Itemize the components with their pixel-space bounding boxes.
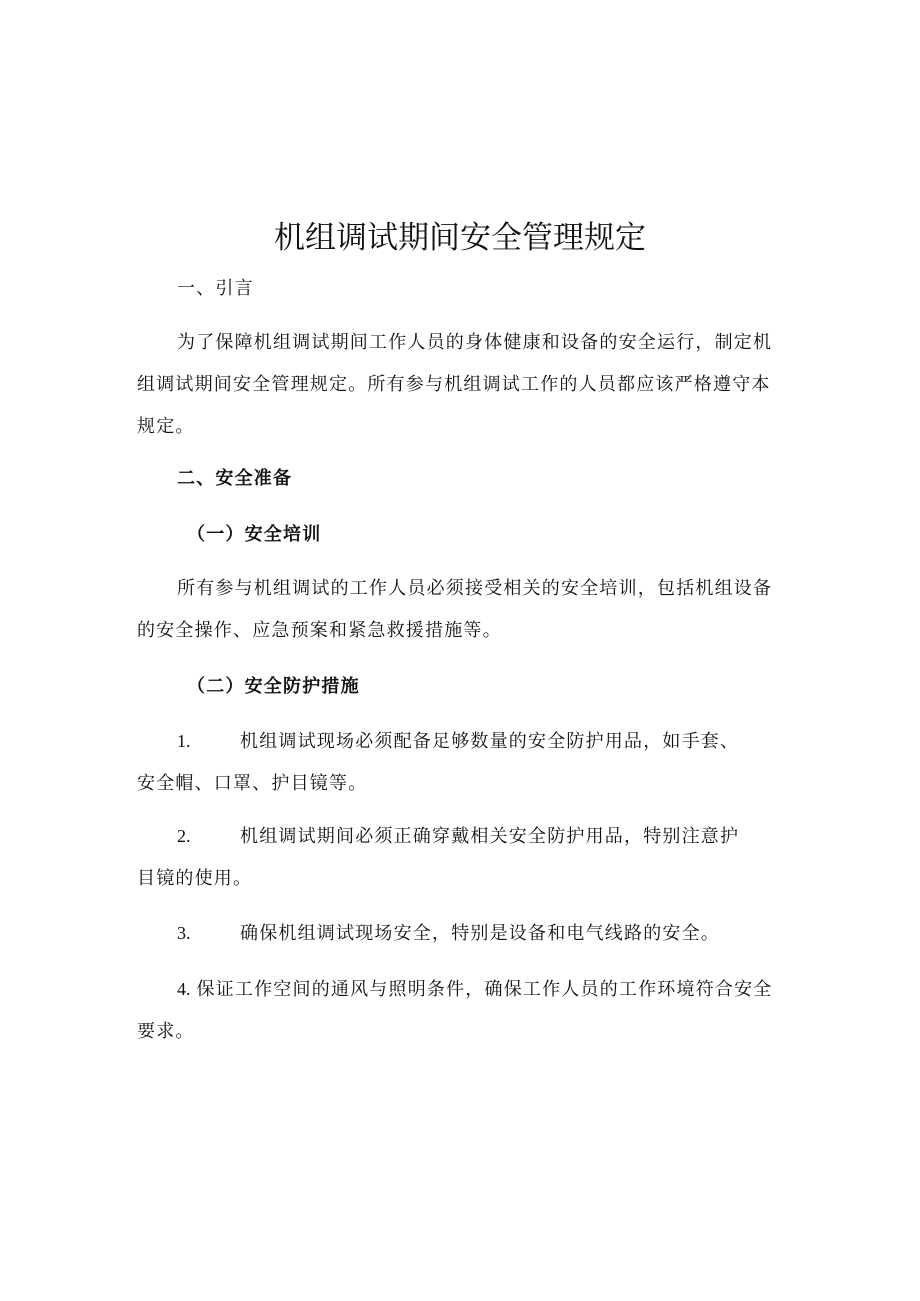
list-text: 机组调试现场必须配备足够数量的安全防护用品，如手套、安全帽、口罩、护目镜等。	[137, 731, 740, 794]
list-text: 保证工作空间的通风与照明条件，确保工作人员的工作环境符合安全要求。	[137, 979, 773, 1042]
prep-heading: 二、安全准备	[177, 468, 293, 489]
training-heading: （一）安全培训	[187, 524, 322, 545]
intro-paragraph: 为了保障机组调试期间工作人员的身体健康和设备的安全运行，制定机组调试期间安全管理规定。所有参与机组调试工作的人员都应该严格遵守本规定。	[137, 332, 773, 437]
list-text: 确保机组调试现场安全，特别是设备和电气线路的安全。	[240, 923, 720, 944]
list-number: 1.	[177, 731, 191, 751]
protection-heading: （二）安全防护措施	[187, 676, 360, 697]
document-title: 机组调试期间安全管理规定	[274, 220, 646, 256]
list-item-2	[137, 815, 757, 900]
list-item-1	[137, 720, 757, 805]
list-text: 机组调试期间必须正确穿戴相关安全防护用品，特别注意护目镜的使用。	[137, 826, 740, 889]
intro-heading: 一、引言	[177, 278, 254, 299]
training-paragraph: 所有参与机组调试的工作人员必须接受相关的安全培训，包括机组设备的安全操作、应急预案和紧急救援措施等。	[137, 578, 773, 641]
list-number: 4.	[177, 979, 191, 999]
list-number: 2.	[177, 826, 191, 846]
list-number: 3.	[177, 923, 191, 943]
list-item-3	[137, 912, 783, 955]
list-item-4	[137, 968, 783, 1053]
